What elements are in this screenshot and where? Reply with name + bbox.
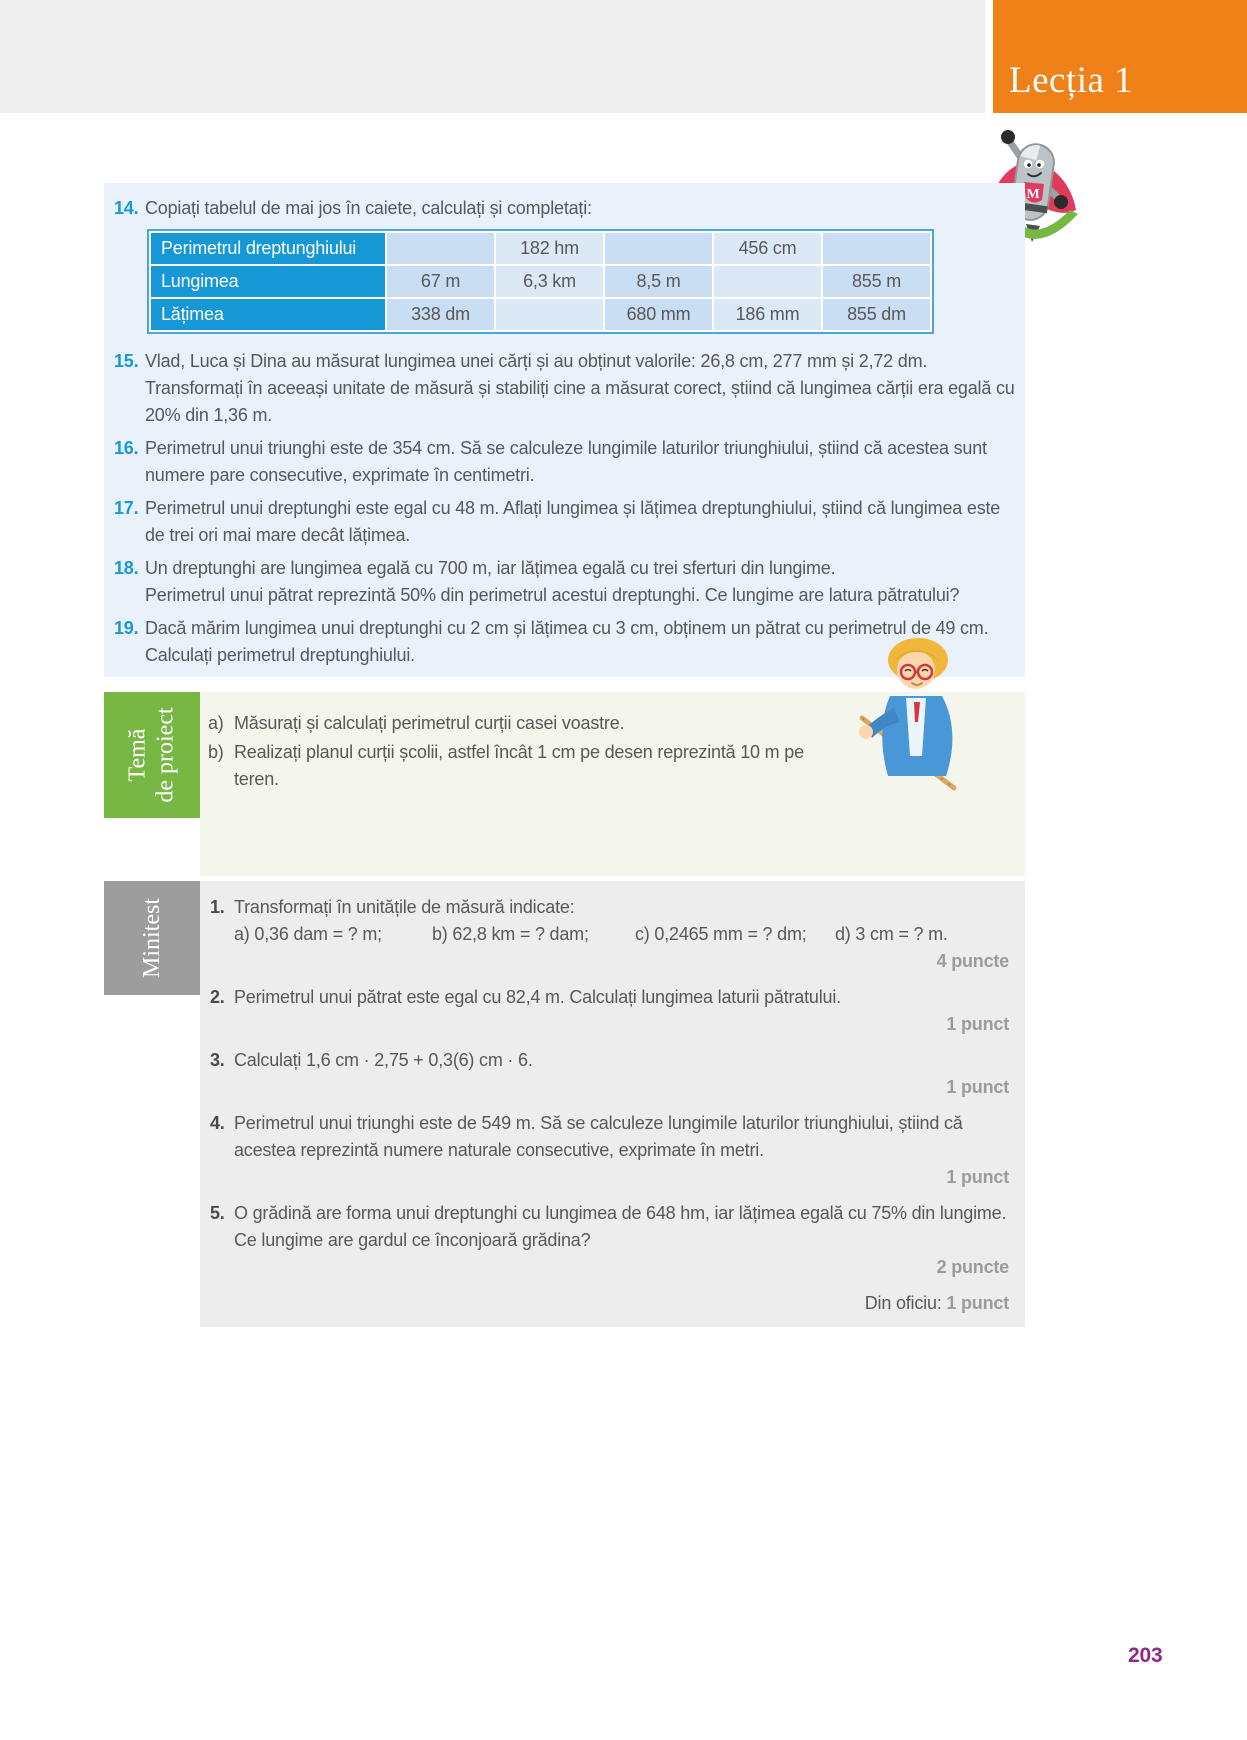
minitest-item-2 [210,984,1011,1011]
subitem-d: d) 3 cm = ? m. [835,924,948,944]
table-cell: 186 mm [714,299,821,330]
table-row [151,266,930,297]
minitest-item-1-number: 1. [210,897,225,917]
minitest-section-label [104,881,200,995]
minitest-item-5 [210,1200,1011,1254]
table-row-label: Lungimea [151,266,385,297]
table-cell [387,233,494,264]
problem-16-text: Perimetrul unui triunghi este de 354 cm. Să se calculeze lungimile laturilor triunghiului, știind că acestea sunt numere pare consecutive, exprimate în centimetri. [145,438,987,485]
problems-panel [104,183,1025,677]
table-cell: 855 dm [823,299,930,330]
problem-17-number: 17. [114,498,139,518]
minitest-item-4-points: 1 punct [946,1167,1009,1187]
minitest-label-text: Minitest [138,897,165,979]
minitest-item-2-points: 1 punct [946,1014,1009,1034]
table-cell [823,233,930,264]
project-item-b-text: Realizați planul curții școlii, astfel încât 1 cm pe desen reprezintă 10 m pe teren. [234,742,804,789]
minitest-office-line [210,1290,1011,1317]
problem-16 [110,435,1015,489]
problems-table [147,229,934,334]
problem-17 [110,495,1015,549]
minitest-item-1 [210,894,1011,948]
minitest-item-2-text: Perimetrul unui pătrat este egal cu 82,4 m. Calculați lungimea laturii pătratului. [234,987,841,1007]
project-item-b [208,739,820,793]
table-cell: 338 dm [387,299,494,330]
minitest-item-3-text: Calculați 1,6 cm · 2,75 + 0,3(6) cm · 6. [234,1050,533,1070]
table-cell: 67 m [387,266,494,297]
lesson-banner [993,0,1247,113]
minitest-item-3-number: 3. [210,1050,225,1070]
header-gray-strip [0,0,985,113]
problem-15-text: Vlad, Luca și Dina au măsurat lungimea unei cărți și au obținut valorile: 26,8 cm, 277 mm și 2,72 dm. Transformați în aceeași unitate de măsură și stabiliți cine a măsurat corect, știind că lungimea cărții era egală cu 20% din 1,36 m. [145,351,1015,425]
problem-18 [110,555,1015,609]
problem-17-text: Perimetrul unui dreptunghi este egal cu 48 m. Aflați lungimea și lățimea dreptunghiului, știind că lungimea este de trei ori mai mare decât lățimea. [145,498,1001,545]
table-cell: 456 cm [714,233,821,264]
table-row [151,233,930,264]
table-cell: 855 m [823,266,930,297]
project-item-a-marker: a) [208,713,224,733]
minitest-item-5-points: 2 puncte [936,1257,1009,1277]
minitest-item-5-text: O grădină are forma unui dreptunghi cu lungimea de 648 hm, iar lățimea egală cu 75% din lungime. Ce lungime are gardul ce înconjoară grădina? [234,1203,1007,1250]
project-section-label [104,692,200,818]
minitest-item-1-points: 4 puncte [936,951,1009,971]
minitest-item-4-text: Perimetrul unui triunghi este de 549 m. Să se calculeze lungimile laturilor triunghiului, știind că acestea reprezintă numere naturale consecutive, exprimate în metri. [234,1113,963,1160]
project-item-a [208,710,820,737]
office-points: 1 punct [946,1293,1009,1313]
problem-18-line1: Un dreptunghi are lungimea egală cu 700 m, iar lățimea egală cu trei sferturi din lungime. [145,558,836,578]
table-cell [605,233,712,264]
table-row-label: Perimetrul dreptunghiului [151,233,385,264]
table-cell [496,299,603,330]
table-cell: 8,5 m [605,266,712,297]
lesson-badge-label: Lecția 1 [1009,60,1134,101]
project-item-a-text: Măsurați și calculați perimetrul curții casei voastre. [234,713,625,733]
minitest-item-4-number: 4. [210,1113,225,1133]
problem-14 [110,195,1015,342]
table-cell: 182 hm [496,233,603,264]
problem-19-text: Dacă mărim lungimea unui dreptunghi cu 2 cm și lățimea cu 3 cm, obținem un pătrat cu perimetrul de 49 cm. Calculați perimetrul dreptunghiului. [145,618,989,665]
minitest-item-2-number: 2. [210,987,225,1007]
subitem-b: b) 62,8 km = ? dam; [432,924,589,944]
minitest-item-3-points: 1 punct [946,1077,1009,1097]
page-number: 203 [1128,1644,1163,1667]
minitest-item-1-text: Transformați în unitățile de măsură indicate: [234,897,575,917]
problem-15-number: 15. [114,351,139,371]
subitem-a: a) 0,36 dam = ? m; [234,924,382,944]
table-row [151,299,930,330]
problem-14-number: 14. [114,198,139,218]
minitest-item-5-number: 5. [210,1203,225,1223]
minitest-item-3 [210,1047,1011,1074]
problem-19-number: 19. [114,618,139,638]
problem-15 [110,348,1015,429]
problem-14-text: Copiați tabelul de mai jos în caiete, calculați și completați: [145,198,592,218]
problem-18-number: 18. [114,558,139,578]
table-row-label: Lățimea [151,299,385,330]
mascot-letter: M [1026,187,1040,202]
minitest-item-4 [210,1110,1011,1164]
table-cell [714,266,821,297]
girl-with-measuring-tape-illustration [842,626,994,792]
project-label-text: Temă de proiect [124,707,179,803]
minitest-item-1-subitems [234,921,1011,948]
project-item-b-marker: b) [208,742,224,762]
table-cell: 6,3 km [496,266,603,297]
problem-16-number: 16. [114,438,139,458]
subitem-c: c) 0,2465 mm = ? dm; [635,924,807,944]
minitest-panel [200,881,1025,1327]
table-cell: 680 mm [605,299,712,330]
problem-18-line2: Perimetrul unui pătrat reprezintă 50% din perimetrul acestui dreptunghi. Ce lungime are latura pătratului? [145,585,960,605]
office-label: Din oficiu: [864,1293,942,1313]
